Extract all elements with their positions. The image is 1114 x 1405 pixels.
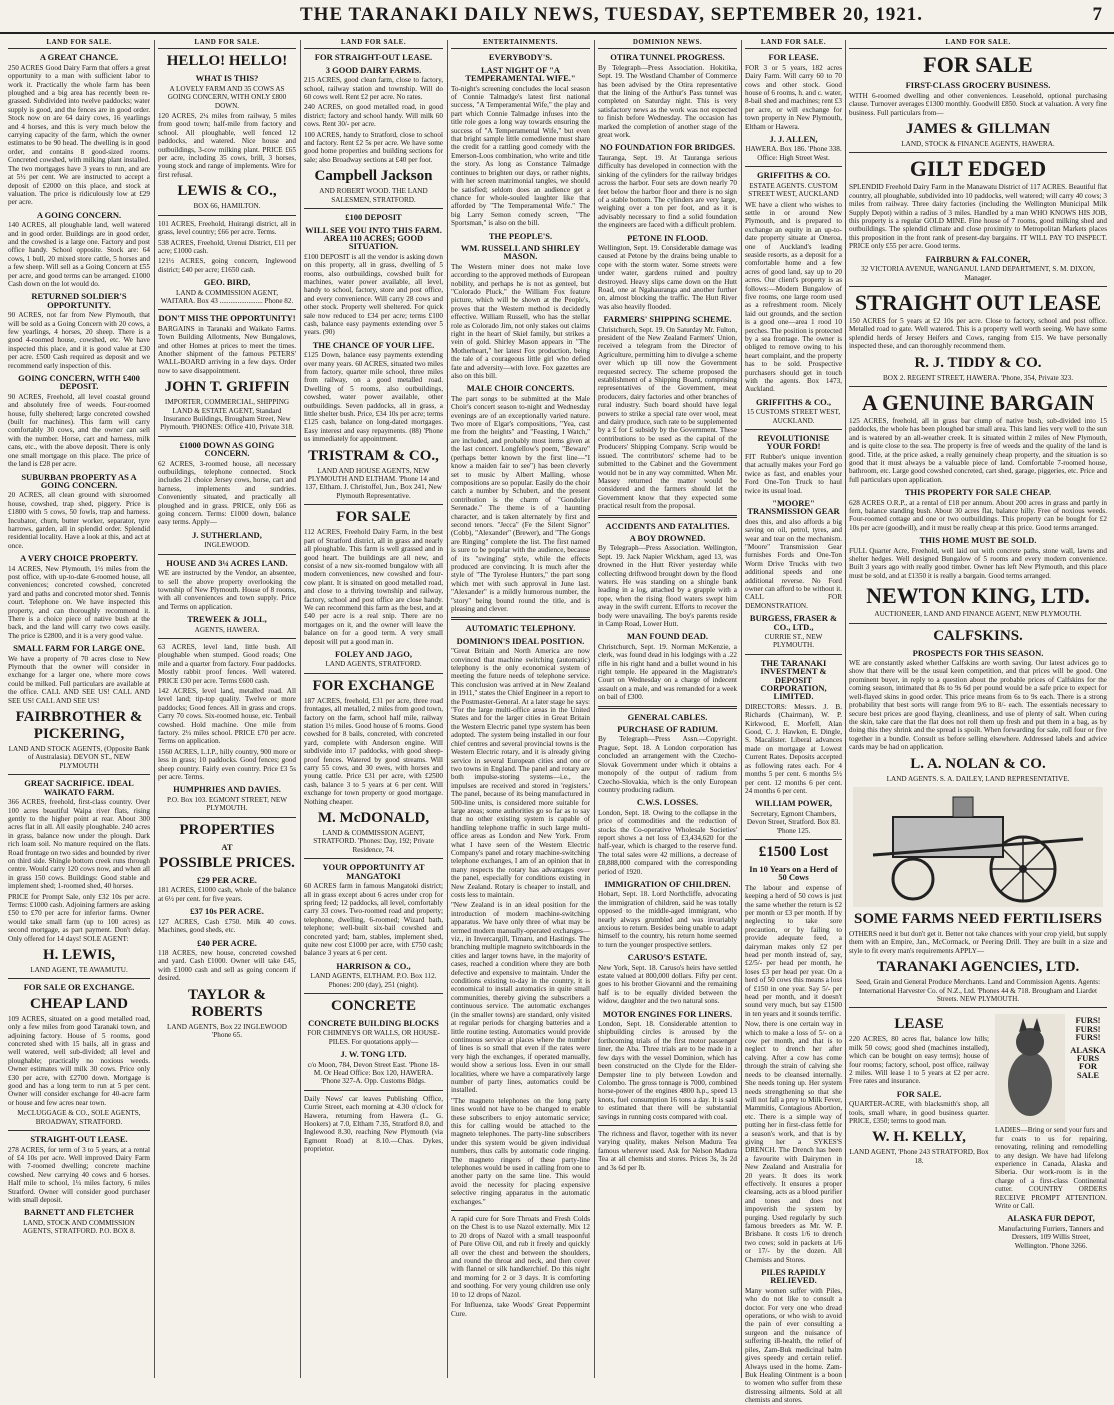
firm-name: R. J. TIDDY & CO. <box>914 354 1042 371</box>
firm-address: LAND AGENTS, ELTHAM. P.O. Box 112. Phones: 200 (day), 251 (night). <box>310 972 437 989</box>
firm-address: LAND AGENT, 'Phone 243 STRATFORD, Box 18. <box>849 1148 989 1165</box>
ad-heading: THIS PROPERTY FOR SALE CHEAP. <box>904 487 1052 498</box>
ad-heading: CONCRETE <box>330 997 416 1014</box>
ad-heading: A VERY CHOICE PROPERTY. <box>20 553 138 564</box>
ad-text: OTHERS need it but don't get it. Better not take chances with your crop yield, but supply them with an Empire, Jan., McCormack, or Peering Drill. They are built in a size and style to fit every man's requirements APPLY— <box>849 929 1107 955</box>
section-heading: ACCIDENTS AND FATALITIES. <box>605 520 730 531</box>
newspaper-title: THE TARANAKI DAILY NEWS, TUESDAY, SEPTEMBER 20, 1921. <box>300 4 923 25</box>
ad-heading: £1500 Lost <box>758 843 829 860</box>
ad-heading: £1000 DOWN AS GOING CONCERN. <box>179 439 275 459</box>
ad-text: 140 ACRES, all ploughable land, well watered and in good order. Buildings are in good order, and the cowshed is a large one. Factory and post office handy. School opposite. Stock are: 64 cows, 1 bull, 20 mixed store cattle, 5 horses and a few sheep. Will sell as a Going Concern at £55 per acre, and good terms can be arranged. £1000 Cash down on the lot would do. <box>8 221 150 288</box>
ad-heading: HOUSE AND 3¼ ACRES LAND. <box>166 557 288 568</box>
lease-ad <box>849 1012 989 1252</box>
ad-heading: LEASE <box>894 1016 944 1033</box>
firm-name: TAYLOR & ROBERTS <box>188 986 266 1020</box>
ad-heading: £40 PER ACRE. <box>197 937 257 948</box>
article-text: "New Zealand is in an ideal position for the introduction of modern machine-switching apparatus. We have only three of what may be termed modern manually-operated exchanges—viz., in Invercargill, Timaru, and Hastings. The branching multiple magneto switchboards in the cities and larger towns have, in the majority of cases, reached a condition where they are both defective and expensive to maintain. Under the conditions existing to-day in the country, it is economical to install automatics in quite small communities, thereby giving the subscribers a continuous service. The automatic exchanges (in the smaller towns) are standard, only visited at regular periods for charging batteries and a little routine testing. Automatics would provide continuous service at places where the number of lines is so small that even if the rates were very high the exchanges, if operated manually, would show a serious loss. Even in our small localities, where we have a comparatively large number of party lines, automatics could be installed. <box>451 901 590 1095</box>
firm-address: LAND AGENTS. S. A. DAILEY, LAND REPRESENTATIVE. <box>886 774 1070 783</box>
ad-heading: WILL SEE YOU INTO THIS FARM. AREA 110 ACRES; GOOD SITUATION. <box>305 224 442 252</box>
firm-address: LAND AND STOCK AGENTS, (Opposite Bank of Australasia). DEVON ST., NEW PLYMOUTH <box>8 745 150 770</box>
ad-text: The labour and expense of keeping a herd of 50 cows is just the same whether the return is £2 per month or £3 per month. If by neglecting to take sore precaution, or by failing to provide adequate feed, a dairyman makes only £2 per head per month instead of, say, £2/5/- per head per month, he loses £3 per head per year. On a herd of 50 cows this means a loss of £150 in one year. Say 5/- per head per month, and it doesn't sound very much, but say £1500 in ten years and it sounds terrific. <box>745 883 842 1018</box>
reaper-binder-illustration <box>853 787 1103 907</box>
column-rule <box>845 40 846 1378</box>
divider <box>451 617 590 620</box>
article-text: To-night's screening concludes the local season of Connie Talmadge's latest first national success, "A Temperamental Wife," the play and part which Connie Talmadge infuses into the title role goes a long way towards ensuring the success of "A Temperamental Wife," but even that bright sample little comedienne must share the credit for a rattling good comedy with the Emerson-Loos combination, who write and title the story. As long as Constance Talmadge continues to brighten our days, or rather nights, with her screen matrimonial tangles, we should be satisfied; seldom does an audience get a chance for whole-souled laughter like that afforded by "The Temperamental Wife." The big Larry Semon comedy screen, "The Sportsman," is also on the bill. <box>451 84 590 228</box>
article-heading: C.W.S. LOSSES. <box>636 797 699 808</box>
ad-text: WE are instructed by the Vendor, an absentee, to sell the above property overlooking the township of New Plymouth. House of 8 rooms, with all conveniences and town supply. Price and Terms on application. <box>158 569 296 611</box>
ad-text: 628 ACRES O.R.P., at a rental of £18 per annum. About 200 acres in grass and partly in fern, balance standing bush. About 30 acres flat, balance hilly. Free of noxious weeds. Four-roomed cottage and one or two outbuildings. This property can be bought for £2 10s per acre (goodwill), and it must be really cheap at this price. Good terms arranged. <box>849 498 1107 532</box>
ad-text: DIRECTORS: Messrs. J. B. Richards (Chairman), W. P. Kirkwood, E. Morfell, Alan Good, C. J. Hawken, E. Dingle, S. Macalister. Liberal advances made on mortgage at Lowest Current Rates. Deposits accepted as following rates each. For 4 months 5 per cent. 6 months 5½ per cent. 12 months 6 per cent. 24 months 6 per cent. <box>745 702 842 795</box>
ad-text: 60 ACRES farm in famous Mangatoki district; all in grass except about 6 acres under crop for spring feed; 12 paddocks, all level, comfortably carry 33 cows. Two-roomed road and property; telephone, dwelling, 6-roomed; Wizard bath, telephone; well-built six-bail cowshed and concreted yard; barn, stables, implement shed, quite new cost £1000 per acre, with £750 cash; balance 3 years at 6 per cent. <box>304 882 443 958</box>
ad-heading: THE TARANAKI INVESTMENT & DEPOSIT CORPORATION, LIMITED. <box>760 657 827 702</box>
ad-heading: STRAIGHT OUT LEASE <box>854 289 1102 315</box>
ad-heading: STRAIGHT-OUT LEASE. <box>30 1134 128 1145</box>
firm-name: GEO. BIRD, <box>203 277 251 288</box>
ad-text: 62 ACRES, 3-roomed house, all necessary outbuildings, telephone connected. Stock includes 21 choice Jersey cows, horse, cart and harness, implements and sundries. Conveniently situated, and practically all ploughed and in grass. PRICE, only £66 as going concern. Terms: £1000 down, balance easy terms. Apply— <box>158 459 296 527</box>
column-3 <box>304 38 443 1378</box>
ad-text: 1560 ACRES, L.I.P., hilly country, 900 more or less in grass; 10 paddocks. Good fences; good sheep country. Fairly even country. Price £3 5s per acre. Terms. <box>158 747 296 782</box>
firm-address: IMPORTER, COMMERCIAL, SHIPPING LAND & ESTATE AGENT, Standard Insurance Buildings, Brougham Street, New Plymouth. 'PHONES: Office 410, Private 318. <box>160 398 294 432</box>
firm-address: P.O. Box 103. EGMONT STREET, NEW PLYMOUTH. <box>166 795 288 813</box>
divider <box>158 638 296 639</box>
ad-text: 215 ACRES, good clean farm, close to factory, school, railway station and township. Will do 60 cows well. Rent £2 per acre. No rates. <box>304 76 443 102</box>
ad-text: 121½ ACRES, going concern, Inglewood district; £40 per acre; £1650 cash. <box>158 257 296 274</box>
firm-address: LAND AGENTS, STRATFORD. <box>325 660 422 669</box>
divider <box>849 1007 1107 1008</box>
ad-text: FOR CHIMNEYS OR WALLS, OR HOUSE-PILES. For quotations apply— <box>307 1029 440 1046</box>
page-number: 7 <box>1092 4 1102 25</box>
firm-address: CURRIE ST., NEW PLYMOUTH. <box>764 633 823 650</box>
firm-name: Campbell Jackson <box>314 168 433 185</box>
fox-illustration <box>995 1014 1065 1124</box>
ad-heading: 3 GOOD DAIRY FARMS. <box>325 64 422 75</box>
ad-heading: ALASKA FURS FOR SALE <box>1070 1044 1106 1080</box>
ad-text: 538 ACRES, Freehold, Urenui District, £11 per acre; £1000 cash. <box>158 238 296 255</box>
firm-name: JOHN T. GRIFFIN <box>164 379 290 396</box>
article-heading: THE PEOPLE'S. <box>488 230 553 241</box>
divider <box>745 166 842 167</box>
article-text: By Telegraph—Press Association. Hokitika, Sept. 19. The Westland Chamber of Commerce has been advised by the Otira representative that the lining of the Arthur's Pass tunnel was completed on Saturday night. This is very satisfactory news as the work was not expected to finish before Wednesday. The occasion has marked the completion of another stage of the great work. <box>598 63 737 140</box>
divider <box>8 1130 150 1131</box>
article-text: The Western miner does not make love according to the approved methods of European nobility, and perhaps he is not as genteel, but "Colorado Pluck," the William Fox feature picture, which will be shown at the People's, proves that the Western method is decidedly effective. William Russell, who has the stellar role as Colorado Jim, not only stakes out claims right in the heart of Skiel family, but strikes a vein of gold. Shirley Mason appears in "The Motherheart," her latest Fox production, being the tale of a courageous little girl who defied fate and adversity—with love. Fox gazettes are also on this bill. <box>451 262 590 381</box>
ad-heading: £37 10s PER ACRE. <box>190 906 264 917</box>
ad-text: 220 ACRES, 80 acres flat, balance low hills; milk 50 cows; good shed (machines installed), which can be bought on easy terms); house of four rooms; factory, school, post office, railway 2 miles. Will lease 1 to 5 years at £2 per acre. Free rates and insurance. <box>849 1035 989 1086</box>
firm-address: LAND, STOCK AND COMMISSION AGENTS, STRATFORD. P.O. BOX 8. <box>22 1218 136 1236</box>
firm-address: AND ROBERT WOOD. THE LAND SALESMEN, STRATFORD. <box>319 187 428 204</box>
firm-address: c/o Moon, 784, Devon Street East. 'Phone 18-M. Or Head Office: Box 120, HAWERA. 'Phone 327-A. Opp. Customs Bldgs. <box>307 1060 440 1086</box>
ad-text: PRICE for Prompt Sale, only £32 10s per acre. Terms: £1000 cash. Adjoining farmers are asking £50 to £70 per acre for inferior farms. Owner would take small farm (up to 100 acres) as second mortgage, as part payment. Don't delay. Only offered for 14 days! SOLE AGENT: <box>8 892 150 943</box>
ad-text: 250 ACRES Good Dairy Farm that offers a great opportunity to a man with sufficient labor to work it. Practically the whole farm has been ploughed and a big area has recently been re-grassed. Subdivided into twelve paddocks; water supply is good, and the fences are in good order. Stock now on are 64 dairy cows, 16 yearlings and 4 horses, and this is very much below the carrying capacity of the farm, which the owner estimates to be 90 head. The dwelling is in good order, and contains 8 good-sized rooms. Concreted cowshed, with milking plant installed. The two mortgages have 3 years to run, and are at 5½ per cent. We are instructed to accept a deposit of £2000 on this place, and stock at valuation. The price is ridiculously low at £29 per acre. <box>8 63 150 207</box>
ad-heading: £100 DEPOSIT <box>345 212 402 223</box>
column-rule <box>741 40 742 1378</box>
divider <box>8 978 150 979</box>
ad-heading: FOR SALE. <box>896 1088 942 1099</box>
column-heading: LAND FOR SALE. <box>849 38 1107 49</box>
firm-name: J. J. ALLEN, <box>769 134 818 145</box>
firm-name: TARANAKI AGENCIES, LTD. <box>876 959 1080 976</box>
firm-name: J. SUTHERLAND, <box>192 529 262 540</box>
ad-text: 150 ACRES for 5 years at £2 10s per acre. Close to factory, school and post office. Metalled road to gate. Well watered. This is a property well worth seeing. We have some splendid herds of Jersey Heifers and Cows, ranging from £15. We have personally inspected these, and can thoroughly recommend them. <box>849 316 1107 351</box>
firm-name: NEWTON KING, LTD. <box>866 583 1090 609</box>
divider <box>598 515 737 518</box>
article-heading: NO FOUNDATION FOR BRIDGES. <box>600 142 735 153</box>
ad-text: WITH 6-roomed dwelling and other conveniences. Leasehold, optional purchasing clause. Turnover averages £1300 monthly. Goodwill £850. Stock at valuation. A very fine business. Full particulars from— <box>849 91 1107 117</box>
fur-ad <box>995 1012 1107 1252</box>
ad-heading: WHAT IS THIS? <box>195 73 259 84</box>
article-text: London, Sept. 18. Owing to the collapse in the price of commodities and the reduction of stocks the Co-operative Wholesale Societies' report shows a net loss of £3,434,620 for the half-year, which is charged to the reserve fund. The total sales were 42 millions, a decrease of £8,888,000 compared with the corresponding period of 1920. <box>598 808 737 876</box>
ad-heading: PILES RAPIDLY RELIEVED. <box>761 1267 826 1286</box>
ad-text: A rapid cure for Sore Throats and Fresh Colds on the Chest is to use Nazol externally. Mix 12 to 20 drops of Nazol with a small teaspoonful of Pure Olive Oil, and rub it freely and quickly all over the chest and between the shoulders, and round the throat and neck, and then cover with flannel or silk handkerchief. Do this night and morning for 2 or 3 days. It is comforting and soothing. For very young children use only 10 to 12 drops of Nazol. <box>451 1215 590 1299</box>
firm-name: GRIFFITHS & CO. <box>757 170 830 181</box>
article-text: New York, Sept. 18. Caruso's heirs have settled estate valued at 800,000 dollars. Fifty per cent. goes to his brother Giovanni and the remaining half is to be equally divided between the widow, daughter and the two natural sons. <box>598 963 737 1006</box>
ad-text: 181 ACRES, £1000 cash, whole of the balance at 6½ per cent. for five years. <box>158 886 296 903</box>
ad-heading: HELLO! HELLO! <box>166 53 288 70</box>
column-rule <box>300 40 301 1378</box>
firm-address: LAND & COMMISSION AGENT, STRATFORD. 'Phones: Day, 192; Private Residence, 74. <box>313 829 434 854</box>
firm-name: BURGESS, FRASER & CO., LTD., <box>749 613 838 632</box>
divider <box>849 286 1107 287</box>
firm-name: FOLEY AND JAGO, <box>335 648 412 659</box>
bottom-ads-row <box>849 1012 1107 1252</box>
divider <box>849 152 1107 153</box>
firm-name: J. W. TONG LTD. <box>340 1049 407 1060</box>
article-heading: PURCHASE OF RADIUM. <box>617 724 718 735</box>
ad-heading: SOME FARMS NEED FERTILISERS <box>854 910 1102 927</box>
ad-heading: A GOING CONCERN. <box>36 209 122 220</box>
ad-heading: THE CHANCE OF YOUR LIFE. <box>312 339 435 350</box>
column-heading: LAND FOR SALE. <box>304 38 443 49</box>
ad-text: 90 ACRES, Freehold, all level coastal ground and absolutely free of weeds. Four-roomed house, fully sheltered; large concreted cowshed (built for machines). This farm will carry comfortably 30 cows, and the owner can sell with the number. Horse, cart and harness, milk cans, etc., with the above deposit. There is only one small mortgage on this place. The price of the land is £28 per acre. <box>8 392 150 469</box>
firm-name: W. H. KELLY, <box>872 1129 966 1146</box>
ad-text: Now, there is one certain way in which to make a loss of 5/- on a cow per month, and that is to neglect to drench her after calving. After a cow has come through the strain of calving she needs to be cleansed internally. She needs toning up. Her system needs strengthening so that she will not fall a prey to Milk Fever, Mammitis, Contagious Abortion, etc. There is a simple way of putting her in first-class fettle for a season's work, and that is by giving her a SYKES'S DRENCH. The Drench has been a favourite with Dairymen in New Zealand and Australia for 20 years. It does its work effectively. It ensures a proper cleansing, acts as a blood purifier and tones and does not impoverish the system by purging. Used regularly by such famous breeders as Mr. W. P. Brisbane. It costs 1/6 to drench two cows; sold in packets at 1/6 or 17/- by the dozen. All Chemists and Stores. <box>745 1020 842 1264</box>
article-heading: MAN FOUND DEAD. <box>627 631 708 642</box>
masthead <box>0 0 1114 34</box>
divider <box>849 386 1107 387</box>
article-text: "The magneto telephones on the long party lines would not have to be changed to enable these subscribers to enjoy automatic service; this for calling would be attached to the magneto telephones. The party-line subscribers under this system would be given individual numbers, thus calls by automatic code ringing. The magneto ringers of these party-line telephones would be used in calling from one to another party on the same line. This would avoid the necessity for placing expensive selective ringing apparatus in the automatic exchanges." <box>451 1096 590 1206</box>
ad-text: 112 ACRES, Freehold Dairy Farm, in the best part of Stratford district, all in grass and nearly all ploughable. This farm is well grassed and in good heart. The buildings are all new, and consist of a new six-roomed bungalow with all modern conveniences, new cowshed and four-cow plant. It is situated on good metalled road, and close to a thriving township and railway, factory, school and post office are close handy. We can recommend this farm as the best, and at £40 per acre is a real snip. There are no mortgages on it, and the owner will leave the balance on for a good term. A very small deposit will put a good man in. <box>304 528 443 646</box>
ad-text: LADIES—Bring or send your furs and fur coats to us for repairing, renovating, relining and remodelling to any design. We have had lifelong experience in Canada, Alaska and Siberia. Our work-room is in the charge of a first-class Continental cutter. COUNTRY ORDERS RECEIVE PROMPT ATTENTION. Write or Call. <box>995 1126 1107 1211</box>
ad-heading: FOR LEASE. <box>768 52 819 63</box>
article-subheading: WM. RUSSELL AND SHIRLEY MASON. <box>460 242 581 262</box>
ad-text: 120 ACRES, 2¼ miles from railway, 5 miles from good town; half-mile from factory and school. All ploughable, well fenced 12 paddocks, and watered. Nice house and outbuildings, 3-cow milking plant. PRICE £65 per acre, including 35 cows, brill, 3 horses, young stock and range of implements. Wire for first refusal. <box>158 112 296 179</box>
ad-heading: GREAT SACRIFICE. IDEAL WAIKATO FARM. <box>24 778 134 797</box>
ad-heading: AT <box>221 841 233 852</box>
column-6 <box>745 38 842 1405</box>
article-text: By Telegraph—Press Assn.—Copyright. Prague, Sept. 18. A London corporation has concluded an arrangement with the Czecho-Slovak Government under which it obtains a monopoly of the output of radium from Czecho-Slovakia, which is the only European country producing radium. <box>598 735 737 794</box>
ad-text: 366 ACRES, freehold, first-class country. Over 100 acres beautiful Waipa river flats, rising gently to the higher point at rear. About 300 acres flat in all. All easily ploughable. 240 acres in grass, balance now under the plough. Dark rich loam soil. No manure required on the flats. Road frontage on two sides and bounded by river on third side. Shingle bottom creek runs through centre. Would carry 120 cows now, and when all in grass 150 cows. Buildings: Good stable and implement shed; 1-roomed shed, 40 horses. <box>8 798 150 891</box>
article-heading: FARMERS' SHIPPING SCHEME. <box>603 314 732 325</box>
firm-name: FAIRBROTHER & PICKERING, <box>15 709 143 743</box>
ad-text: 20 ACRES, all clean ground with sixroomed house, cowshed, trap shed, piggery. Price is £1800 with 5 cows, 50 fowls, trap and harness. Incubator, churn, butter worker, separator, tyre harrows, garden, all in splendid order. Splendid residential locality. Have a look at this, and act at once. <box>8 491 150 550</box>
firm-address: BOX 2. REGENT STREET, HAWERA. 'Phone, 354, Private 323. <box>882 373 1074 382</box>
ad-heading: CONCRETE BUILDING BLOCKS <box>308 1017 439 1028</box>
divider <box>304 858 443 859</box>
firm-address: Manufacturing Furriers, Tanners and Dressers, 109 Willis Street, Wellington. 'Phone 3266. <box>998 1224 1104 1250</box>
ad-text: 142 ACRES, level land, metalled road. All level land; tip-top quality. Twelve or more paddocks; Good fences. All in grass and crops. Carry 70 cows. Six-roomed house, etc. Tenbail cowshed. Hold machine. One mile from factory. 2¼ miles school. PRICE £70 per acre. Terms on application. <box>158 686 296 746</box>
ad-subheading: FIRST-CLASS GROCERY BUSINESS. <box>905 80 1051 91</box>
firm-name: ALASKA FUR DEPOT, <box>1007 1213 1095 1224</box>
divider <box>745 429 842 430</box>
firm-name: TREWEEK & JOLL, <box>187 614 267 625</box>
firm-address: LAND AGENTS, Box 22 INGLEWOOD 'Phone 65. <box>167 1022 287 1039</box>
column-2 <box>158 38 296 1378</box>
firm-address: BOX 66, HAMILTON. <box>193 202 261 211</box>
divider <box>8 774 150 775</box>
article-text: Wellington, Sept. 19. Considerable damage was caused at Petone by the drains being unable to cope with the storm water. Some streets were under water, gardens ruined and poultry destroyed. Heavy slips came down on the Hutt Road, one at Ngahauranga and another further on, almost blocking the traffic. The Hutt River was also heavily flooded. <box>598 243 737 311</box>
ad-text: FULL Quarter Acre, Freehold, well laid out with concrete paths, stone wall, lawns and shelter hedges. Well designed Bungalow of 5 rooms and every modern convenience. Built 3 years ago with really good timber. Owner has left New Plymouth, and this place must be sold, and at £1350 it is really a bargain. Good terms arranged. <box>849 546 1107 580</box>
ad-text: 63 ACRES, level land, little bush. All ploughable when stumped. Good roads; One mile and a quarter from factory. Four paddocks. Mostly rabbit proof fences. Well watered. PRICE £30 per acre. Terms £600 cash. <box>158 642 296 685</box>
ad-heading: YOUR OPPORTUNITY AT MANGATOKI <box>322 862 425 881</box>
article-heading: CARUSO'S ESTATE. <box>627 952 708 963</box>
ad-text: does this, and also affords a big saving on oil, petrol, tyres, and wear and tear on the mechanism. "Moore" Transmission Gear furnishes Fords and One-Ton Worm Drive Trucks with two additional speeds and one additional reverse. No Ford owner can afford to be without it. CALL FOR DEMONSTRATION. <box>745 517 842 610</box>
article-text: Christchurch, Sept. 19. Norman McKenzie, a clerk, was found dead in his lodgings with a .22 rifle in his right hand and a bullet wound in his right temple. He appeared in the Magistrate's Court on Wednesday on a charge of indecent assault on a male, and was remanded for a week on bail of £300. <box>598 642 737 702</box>
column-heading: ENTERTAINMENTS. <box>451 38 590 49</box>
firm-name: McCLUGGAGE & CO., SOLE AGENTS, BROADWAY, STRATFORD. <box>17 1109 141 1126</box>
divider <box>304 673 443 674</box>
firm-address: LAND AND HOUSE AGENTS, NEW PLYMOUTH AND ELTHAM. 'Phone 14 and 137, Eltham. J. Christoffel, Jun., Box 241, New Plymouth Representative. <box>305 466 442 500</box>
firm-name: FAIRBURN & FALCONER, <box>925 253 1031 264</box>
ad-text: FIT Rubber's unique invention that actually makes your Ford go twice as fast, and enables your Ford One-Ton Truck to haul twice its usual load. <box>745 452 842 495</box>
article-text: London, Sept. 18. Considerable attention to shipbuilding circles is aroused by the forthcoming trials of the first motor passenger liner, the Aba. Three trials are to be made in a few days with the vessel Dominion, which has been constructed on the Clyde for the Elder-Dempster line to ply between Lowdon and Colombo. The gross tonnage is 7000, combined horse-power of the engines 4800 h.p., speed 13 knots, fuel consumption 16 tons a day. It is said to estimated that there will be substantial savings in running costs compared with coal. <box>598 1020 737 1121</box>
ad-text: Daily News' car leaves Publishing Office, Currie Street, each morning at 4.30 o'clock for Hawera, returning from Hawera (L. G. Hookers) at 7.0, Eltham 7.35, Stratford 8.0, and Inglewood 8.30, reaching New Plymouth (via Egmont Road) at 8.10.—Chas. Dykes, proprietor. <box>304 1094 443 1154</box>
divider <box>745 654 842 655</box>
divider <box>598 706 737 709</box>
section-heading: GENERAL CABLES. <box>627 711 708 722</box>
firm-name: JAMES & GILLMAN <box>905 121 1051 138</box>
firm-name: M. McDONALD, <box>317 810 430 827</box>
ad-text: 127 ACRES, Cash £750. Milk 40 cows. Machines, good sheds, etc. <box>158 917 296 935</box>
ad-text: £100 DEPOSIT is all the vendor is asking down on this property, all in grass, dwelling of 5 rooms, also outbuildings, cowshed built for machines, water power available, all level, handy to school, factory, store and post office, and every convenience. Will carry 28 cows and other stock. Property well sheltered. For quick sale now reduced to £34 per acre; terms £100 cash, balance easy payments extending over 5 years. (90) <box>304 252 443 337</box>
firm-name: HUMPHRIES AND DAVIES. <box>173 784 281 795</box>
ad-text: For Influenza, take Woods' Great Peppermint Cure. <box>451 1301 590 1318</box>
article-text: By Telegraph—Press Association. Wellington, Sept. 19. Jack Napier Wickham, aged 13, was drowned in the Hutt River yesterday while collecting driftwood brought down by the flood waters. He was standing on a shingle bank leading in a log, attached by a grapple with a rope, when the rising flood waters swept him away in the swift current. Efforts to recover the body were unavailing. The boy's parents reside in Camp Road, Lower Hutt. <box>598 544 737 628</box>
ad-text: Many women suffer with Piles, who do not like to consult a doctor. For very one who dread operations, or who wish to avoid the pain of ever consulting a surgeon and the nuisance of suffering ill-health, the relief of piles, Zam-Buk medicinal balm gives speedy and certain relief. Always used in the home. Zam-Buk Healing Ointment is a boon to women who suffer from these distressing ailments. Sold at all chemists and stores. <box>745 1286 842 1405</box>
column-heading: LAND FOR SALE. <box>8 38 150 49</box>
article-heading: EVERYBODY'S. <box>488 52 553 63</box>
divider <box>304 993 443 994</box>
divider <box>158 554 296 555</box>
article-subheading: DOMINION'S IDEAL POSITION. <box>456 635 585 646</box>
firm-name: HARRISON & CO., <box>336 960 411 971</box>
ad-subheading: In 10 Years on a Herd of 50 Cows <box>749 863 838 883</box>
firm-name: H. LEWIS, <box>42 947 116 963</box>
ad-subheading: PROSPECTS FOR THIS SEASON. <box>912 647 1044 658</box>
column-rule <box>447 40 448 1378</box>
divider <box>598 1125 737 1126</box>
ad-heading: THIS HOME MUST BE SOLD. <box>919 535 1037 546</box>
ad-text: 109 ACRES, situated on a good metalled road, only a few miles from good Taranaki town, and adjoining factory. House of 5 rooms, good concreted shed with 15 bails, all in grass and well watered, well sub-divided; all level and ploughable; practically no noxious weeds. Owner estimates will milk 30 cows. Price only £30 per acre, with £2700 down. Mortgage is good and has a long term to run at 5 per cent. Owner will consider exchange for 40-acre farm or house and few acres near town. <box>8 1014 150 1107</box>
divider <box>304 208 443 209</box>
firm-name: L. A. NOLAN & CO. <box>910 755 1046 772</box>
firm-address: AUCTIONEER, LAND AND FINANCE AGENT, NEW PLYMOUTH. <box>874 610 1082 619</box>
ad-text: SPLENDID Freehold Dairy Farm in the Manawatu District of 117 ACRES. Beautiful flat country, all ploughable, subdivided into 10 paddocks, well watered; will carry 40 cows; 3 miles from railway. Three dairy factories (including the Wellington Municipal Milk Supply Depot) within a radius of 3 miles. Handled by a man WHO KNOWS HIS JOB, this property is a regular GOLD MINE. Fine house of 7 rooms, good milking shed and outbuildings. The splendid climate and close proximity to Metropolitan Markets places this proposition in the front rank of present-day bargains. IT WILL PAY TO INSPECT. PRICE only £55 per acre. Good terms. <box>849 183 1107 251</box>
ad-heading: A GREAT CHANCE. <box>39 52 119 63</box>
divider <box>158 309 296 310</box>
firm-address: AGENTS, HAWERA. <box>194 625 260 634</box>
article-heading: AUTOMATIC TELEPHONY. <box>465 623 576 634</box>
ad-heading: FURS! FURS! FURS! <box>1075 1015 1101 1043</box>
ad-text: 118 ACRES, new house, concreted cowshed and yard. Cash £1000. Owner will take £45, with £1000 cash and sell as going concern if desired. <box>158 948 296 983</box>
ad-heading: REVOLUTIONISE YOUR FORD! <box>757 433 830 452</box>
ad-heading: PROPERTIES <box>179 821 275 838</box>
article-text: "Great Britain and North America are now convinced that machine switching (automatic) telephony is the only economical system of meeting the future needs of telephone service. This conclusion was arrived at in New Zealand in 1911," states the Chief Engineer in a report to the Postmaster-General. At a later stage he says: "For the large multi-office areas in the United States and for the larger cities in Great Britain the Western Electric panel type system has been adopted. The system being installed in our four chief centres and several provincial towns is the Western Electric rotary, and it is already giving service in several European cities and one or two towns in England. The panel and rotary are both impulse-storing systems—i.e., the impulses are received and stored in 'registers.' The panel, because of its being manufactured in 500-line units, is considered more suitable for large areas; some authorities go so far as to say that no other existing system is capable of handling telephone traffic in such large multi-office areas as London and New York. From what I have seen of the Western Electric Company's panel and rotary machine-switching telephone exchanges, I am of an opinion that in many respects the rotary has advantages over the panel, especially for conditions existing in New Zealand. Rotary is cheaper to install, and costs less to maintain. <box>451 647 590 899</box>
column-rule <box>154 40 155 1378</box>
ad-text: 90 ACRES, not far from New Plymouth, that will be sold as a Going Concern with 20 cows, a few yearlings, 4 horses, 20 sheep. There is a good 4-roomed house, cowshed, etc. We have inspected this place, and it is good value at £30 per acre. £500 Cash required as deposit and we recommend early inspection of this. <box>8 311 150 370</box>
column-rule <box>594 40 595 1378</box>
ad-heading: GOING CONCERN, WITH £400 DEPOSIT. <box>18 373 140 392</box>
ad-heading: DON'T MISS THE OPPORTUNITY! <box>158 313 296 324</box>
ad-text: 101 ACRES, Freehold, Huirangi district, all in grass, level country; £66 per acre. Terms. <box>158 219 296 237</box>
article-heading: MALE CHOIR CONCERTS. <box>466 383 575 394</box>
divider <box>745 839 842 840</box>
firm-address: Secretary, Egmont Chambers, Devon Street, Stratford. Box 83. 'Phone 125. <box>746 809 841 835</box>
ad-text: 278 ACRES, for term of 3 to 5 years, at a rental of £4 10s per acre. Well improved Dairy Farm with 7-roomed dwelling; concrete machine cowshed. New carrying 40 cows and 6 horses. Half mile to school, 1¼ miles factory, 6 miles Stratford. Owner will consider good purchaser with small deposit. <box>8 1145 150 1204</box>
article-heading: OTIRA TUNNEL PROGRESS. <box>610 52 725 63</box>
article-heading: IMMIGRATION OF CHILDREN. <box>604 878 731 889</box>
ad-text: 100 ACRES, handy to Stratford, close to school and factory. Rent £2 5s per acre. We have some good home properties and building sections for sale; also Broadway sections at £40 per foot. <box>304 130 443 164</box>
ad-text: WE have a client who wishes to settle in or around New Plymouth, and is prepared to exchange an equity in an up-to-date property situate at Oneroa, one of Auckland's leading seaside resorts, as a deposit for a comfortable home and a few acres of good land, say up to 20 acres. Our client's property is as follows:—Modern Bungalow of five rooms, one large room used as a refreshment room. Nicely laid out grounds, and the section is a good one—area 1 rood 10 perches. The position is protected by a sea frontage. The owner is obliged to remove owing to his heart complaint, and the property has to be sold. Prospective purchasers should get in touch with the agents. Box 1473, Auckland. <box>745 200 842 394</box>
ad-text: We have a property of 70 acres close to New Plymouth that the owner will consider in exchange for a larger one, where more cows could be milked. Full particulars are available at the office. CALL AND SEE US! CALL AND SEE US! CALL AND SEE US! <box>8 654 150 705</box>
ad-heading: SUBURBAN PROPERTY AS A GOING CONCERN. <box>21 471 137 490</box>
ad-heading: CALFSKINS. <box>933 627 1023 644</box>
article-text: Hobart, Sept. 18. Lord Northcliffe, advocating the immigration of children, said he was totally opposed to the middle-aged immigrant, who nearly always grumbled and was invariably anxious to return. Besides being unable to adapt himself to the country, his return home seemed to turn the younger prospective settlers. <box>598 890 737 949</box>
firm-name: WILLIAM POWER, <box>755 798 832 809</box>
ad-heading: FOR SALE <box>336 509 411 526</box>
column-heading: LAND FOR SALE. <box>745 38 842 49</box>
article-text: The part songs to be submitted at the Male Choir's concert season to-night and Wednesday evenings are of an exceptionally varied nature. Two more of Elgar's compositions, "Yea, cast me from the heights" and "Feasting, I Watch," are included, and probably most items given at the last concert. Longfellow's poem, "Beware" (perhaps better known by the first line—"I know a maiden fair to see") has been cleverly set to music by Albert Malling, whose compositions are so popular. Easily do the choir catch a number by Schubert, and the present contribution is the charm of "Gondolier Serenade." The theme is of a haunting character, and is taken alternately by first and second tenors. "Jecca" (Fe the Silent Signor" (Cobb), "Alexander" (Brewer), and "The Gongs are Ringing" complete the list. The first named is sure to be popular with the audience, because of its "swinging" style, while the effects produced are convincing. It is much after the style of "The Tyrolese Hunters," the part song which met with such approval in June last. "Alexander" is a mildly humorous number, the "story" being bound round the title, and is pleasing and clever. <box>451 394 590 613</box>
ad-text: 240 ACRES, on good metalled road, in good district; factory and school handy. Will milk 60 cows. Rent 30/- per acre. <box>304 103 443 129</box>
article-heading: MOTOR ENGINES FOR LINERS. <box>602 1008 733 1019</box>
ad-text: WE are constantly asked whether Calfskins are worth saving. Our latest advices go to show that there will be the usual keen competition, and that prices will be good. One prominent buyer, in reply to a question about the probable prices of Calfskins for the coming season, intimated that 8s to 9s 6d per pound would be a safe price to expect for well-flayed skins in good order. This price means from 6s to 9s each. There is a strong probability that best sorts will range from 9/6 to 8/- each. The essentials necessary to secure best prices are good flaying, cleanliness, and use of plenty of salt. When curing the skin, take care that the flat does not roll them up fresh and put them in a bag, as by doing this they shrink and the spread is spoilt. When forwarding for sale, roll four or five together in a bundle. Consult us before selling elsewhere. Addressed labels and advice cards may be had on application. <box>849 659 1107 752</box>
ad-heading: FOR SALE <box>923 52 1033 78</box>
column-heading: LAND FOR SALE. <box>158 38 296 49</box>
divider <box>158 215 296 216</box>
ad-heading: £29 PER ACRE. <box>197 875 257 886</box>
ad-heading: FOR SALE OR EXCHANGE. <box>23 982 135 993</box>
ad-heading: FOR STRAIGHT-OUT LEASE. <box>314 52 433 63</box>
ad-text: 187 ACRES, freehold, £31 per acre, three road frontages, all metalled, 2 miles from good town, factory on the farm, school half mile, railway station 1½ miles. Good house of 6 rooms. Good cowshed for 8 bails, concreted, with concreted yard, complete with Anderson engine. Will subdivide into 17 paddocks, with good sheep-proof fences. Watered by good streams. Will carry 55 cows, and 30 ewes, with horses and young cattle. Price £31 per acre, with £2500 cash, balance 3 to 5 years at 6 per cent. Will exchange for town property or good mortgage. Nothing cheaper. <box>304 696 443 806</box>
column-7 <box>849 38 1107 1378</box>
firm-name: BARNETT AND FLETCHER <box>24 1207 134 1218</box>
ad-heading: GILT EDGED <box>909 156 1047 182</box>
article-subheading: LAST NIGHT OF "A TEMPERAMENTAL WIFE." <box>465 64 576 84</box>
column-5 <box>598 38 737 1378</box>
ad-text: The richness and flavor, together with its never varying quality, makes Nelson Madura Tea famous wherever used. Ask for Nelson Madura Tea at all chemists and stores. Prices 3s, 3s 2d and 3s 6d per lb. <box>598 1129 737 1172</box>
firm-address: LAND & COMMISSION AGENT, WAITARA. Box 43 ........................ Phone 82. <box>160 288 294 305</box>
ad-text: £125 Down, balance easy payments extending over many years. 60 ACRES, situated two miles from factory, quarter mile school, three miles from railway, on a good metalled road. Dwelling of 5 rooms, also outbuildings, cowshed, water power available, other outbuildings. Seven paddocks, all in grass, a little shelter bush. Price, £34 10s per acre; terms £125 cash, balance on long-dated mortgages. Easy interest and easy repayments. (88) 'Phone us immediately for appointment. <box>304 351 443 444</box>
divider <box>158 436 296 437</box>
firm-address: 15 CUSTOMS STREET WEST, AUCKLAND. <box>746 408 841 425</box>
ad-heading: CHEAP LAND <box>30 995 128 1012</box>
ad-heading: SMALL FARM FOR LARGE ONE. <box>13 643 145 654</box>
divider <box>451 1210 590 1211</box>
column-1 <box>8 38 150 1378</box>
article-heading: A BOY DROWNED. <box>629 532 706 543</box>
firm-address: HAWERA. Box 186. 'Phone 338. Office: High Street West. <box>745 145 842 162</box>
firm-name: GRIFFITHS & CO., <box>755 396 832 407</box>
ad-text: QUARTER-ACRE, with blacksmith's shop, all tools, small whare, in good business quarter. PRICE, £350; terms to good man. <box>849 1100 989 1126</box>
firm-address: INGLEWOOD. <box>204 541 250 550</box>
ad-heading: A GENUINE BARGAIN <box>861 389 1095 415</box>
ad-heading: RETURNED SOLDIER'S OPPORTUNITY. <box>31 291 127 310</box>
ad-heading: "MOORE" TRANSMISSION GEAR <box>747 497 840 517</box>
divider <box>304 504 443 505</box>
firm-address: LAND AGENT, TE AWAMUTU. <box>30 966 128 974</box>
article-text: Christchurch, Sept. 19. On Saturday Mr. Fulton, president of the New Zealand Farmers' Union, received a telegram from the Director of Agriculture, permitting him to divulge a scheme over which up till now the Government requested secrecy. The scheme proposed the establishment of a Shipping Board, comprising representatives of the Government, meat producers, dairy factories and other branches of rural industry. Such board should have legal powers to strike a special rate over wool, meat and dairy produce, such rate to be supplemented by a £ for £ subsidy by the Government. These contributions to be used as the capital of the Producers' Shipping Company. Scrip would be issued. The contributors' scheme had to be submitted to the Cabinet and the Government would not be in any way committed. When Mr. Massey returned the matter would be considered and the farmers should let the Government know that they expected some practical result from the proposal. <box>598 325 737 511</box>
firm-name: TRISTRAM & CO., <box>308 447 439 464</box>
divider <box>304 1090 443 1091</box>
ad-heading: POSSIBLE PRICES. <box>159 855 295 872</box>
ad-text: 125 ACRES, freehold, all in grass bar clump of native bush, sub-divided into 15 paddocks, the whole has been ploughed bar small area. This land lies very well to the sun and is watered by an all-weather creek. It is situated within 2 miles of New Plymouth, and is quite close to the sea. The property is free of weeds and the quality of the land is good. Title, at the price asked, a really genuinely cheap property, and the situation is so good that it must always be a valuable piece of land. Comfortable 7-roomed house, bathroom, etc. Large good cowshed concreted, cart shed, garage, piggeries, etc. Price and full particulars upon application. <box>849 416 1107 484</box>
article-heading: PETONE IN FLOOD. <box>627 232 708 243</box>
firm-address: Seed, Grain and General Produce Merchants. Land and Commission Agents. Agents: International Harvester Co. of N.Z., Ltd. 'Phones 44 & 718. Brougham and Liardet Streets. NEW PLYMOUTH. <box>855 978 1101 1003</box>
divider <box>849 623 1107 624</box>
column-4 <box>451 38 590 1378</box>
ad-text: A LOVELY FARM AND 35 COWS AS GOING CONCERN, WITH ONLY £800 DOWN. <box>167 84 287 110</box>
ad-text: 14 ACRES, New Plymouth, 1½ miles from the post office, with up-to-date 6-roomed house, all conveniences; concreted cowshed, concreted yard and paths and concreted motor shed. Tennis court. Telephone on. We have inspected this property, and can thoroughly recommend it. There is a choice piece of native bush at the back, and the land will carry two cows easily. The price is £2800, and it is a very good value. <box>8 564 150 640</box>
firm-name: LEWIS & CO., <box>177 183 277 200</box>
firm-address: 32 VICTORIA AVENUE, WANGANUI. LAND DEPARTMENT, S. M. DIXON, Manager. <box>861 265 1095 282</box>
ad-text: FOR 3 or 5 years, 182 acres Dairy Farm. Will carry 60 to 70 cows and other stock. Good house of 6 rooms, h. and c. water, 8-bail shed and machines; rent £3 per acre, or will exchange for town property in New Plymouth, Eltham or Hawera. <box>745 63 842 131</box>
ad-text: BARGAINS in Taranaki and Waikato Farms. Town Building Allotments, New Bungalows, and other Homes at prices to meet the times. Another shipment of the famous PETERS' WALL-BOARD arriving in a few days. Order now to save disappointment. <box>158 324 296 375</box>
ad-heading: FOR EXCHANGE <box>312 677 435 694</box>
firm-address: ESTATE AGENTS. CUSTOM STREET WEST, AUCKLAND <box>748 181 839 199</box>
divider <box>158 817 296 818</box>
column-heading: DOMINION NEWS. <box>598 38 737 49</box>
firm-address: LAND, STOCK & FINANCE AGENTS, HAWERA. <box>901 140 1055 149</box>
article-text: Tauranga, Sept. 19. At Tauranga serious difficulty has developed in connection with the sinking of the cylinders for the railway bridges across the harbor. Four sets are down nearly 70 feet below the harbor floor and there is no sign of a stable bottom. The cylinders are very large, weighing over a ton per foot, and as it is advisably necessary to find a solid foundation the engineers are faced with a difficult problem. <box>598 153 737 230</box>
